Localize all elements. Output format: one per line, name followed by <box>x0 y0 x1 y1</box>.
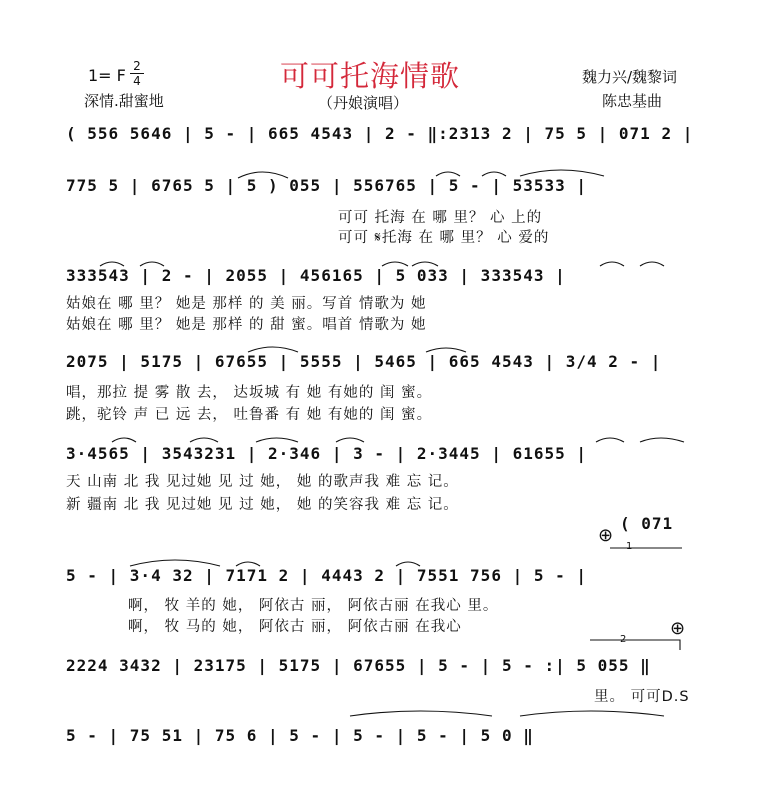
music-row-3: 333543 | 2 - | 2055 | 456165 | 5 033 | 333543 | <box>66 266 566 285</box>
slur <box>130 560 220 566</box>
slur <box>426 348 466 352</box>
slur <box>482 172 506 176</box>
time-signature-bottom: 4 <box>133 74 141 88</box>
slur <box>100 262 124 266</box>
music-row-5: 3·4565 | 3543231 | 2·346 | 3 - | 2·3445 | 61655 | <box>66 444 588 463</box>
lyric-row-3-verse-2: 姑娘在 哪 里？ 她是 那样 的 甜 蜜。唱首 情歌为 她 <box>66 317 427 333</box>
lyric-row-4-verse-1: 唱，那拉 提 雾 散 去， 达坂城 有 她 有她的 闺 蜜。 <box>66 385 433 401</box>
music-row-2: 775 5 | 6765 5 | 5 ) 055 | 556765 | 5 - | 53533 | <box>66 176 588 195</box>
coda-sign-icon: ⊕ <box>598 525 614 546</box>
slur <box>238 172 288 178</box>
lyricist: 魏力兴/魏黎词 <box>582 68 678 86</box>
slur <box>640 262 664 266</box>
coda-sign-icon: ⊕ <box>670 618 686 639</box>
lyric-row-3-verse-1: 姑娘在 哪 里？ 她是 那样 的 美 丽。写首 情歌为 她 <box>66 296 427 312</box>
slur <box>256 438 298 442</box>
song-title: 可可托海情歌 <box>280 59 461 93</box>
lyric-row-2-verse-1: 可可 托海 在 哪 里？ 心 上的 <box>338 210 543 226</box>
composer: 陈忠基曲 <box>602 92 663 110</box>
slur <box>248 347 298 352</box>
slur <box>600 262 624 266</box>
music-row-8: 5 - | 75 51 | 75 6 | 5 - | 5 - | 5 - | 5 0 ‖ <box>66 726 534 745</box>
music-row-4: 2075 | 5175 | 67655 | 5555 | 5465 | 665 4543 | 3/4 2 - | <box>66 352 662 371</box>
slur <box>640 438 684 442</box>
volta-2-label: 2 <box>620 634 627 645</box>
slur <box>436 172 460 176</box>
lyric-row-4-verse-2: 跳，驼铃 声 已 远 去， 吐鲁番 有 她 有她的 闺 蜜。 <box>66 407 433 423</box>
volta-2-line <box>590 640 680 650</box>
time-signature-top: 2 <box>133 59 141 73</box>
lyric-row-6-verse-2: 啊， 牧 马的 她， 阿依古 丽， 阿依古丽 在我心 <box>128 619 462 635</box>
lyric-row-6-verse-1: 啊， 牧 羊的 她， 阿依古 丽， 阿依古丽 在我心 里。 <box>128 598 499 614</box>
music-row-1: ( 556 5646 | 5 - | 665 4543 | 2 - ‖:2313 2 | 75 5 | 071 2 | <box>66 124 694 143</box>
music-row-6: 5 - | 3·4 32 | 7171 2 | 4443 2 | 7551 756 | 5 - | <box>66 566 588 585</box>
lyric-row-5-verse-2: 新 疆南 北 我 见过她 见 过 她， 她 的笑容我 难 忘 记。 <box>66 497 459 513</box>
slur <box>412 262 438 266</box>
volta-1-label: 1 <box>626 541 633 552</box>
slur <box>350 711 492 716</box>
lyric-row-2-verse-2: 可可 𝄋托海 在 哪 里？ 心 爱的 <box>338 230 550 246</box>
tempo-marking: 深情.甜蜜地 <box>84 92 164 110</box>
slur <box>596 438 624 442</box>
lyric-row-7-verse-1: 里。 可可D.S <box>594 689 690 705</box>
slur <box>396 562 420 566</box>
slur <box>336 438 364 442</box>
music-row-7: 2224 3432 | 23175 | 5175 | 67655 | 5 - | 5 - :| 5 055 ‖ <box>66 656 651 675</box>
performer: （丹娘演唱） <box>318 94 409 112</box>
slur <box>520 711 664 716</box>
key-signature: 1= F <box>88 66 126 85</box>
lyric-row-5-verse-1: 天 山南 北 我 见过她 见 过 她， 她 的歌声我 难 忘 记。 <box>66 474 459 490</box>
slur <box>520 170 604 176</box>
slur <box>236 562 260 566</box>
slur <box>190 438 218 442</box>
slur <box>382 262 408 266</box>
pickup-notes: ( 071 <box>620 514 674 533</box>
slur <box>140 262 164 266</box>
slur <box>112 438 136 442</box>
